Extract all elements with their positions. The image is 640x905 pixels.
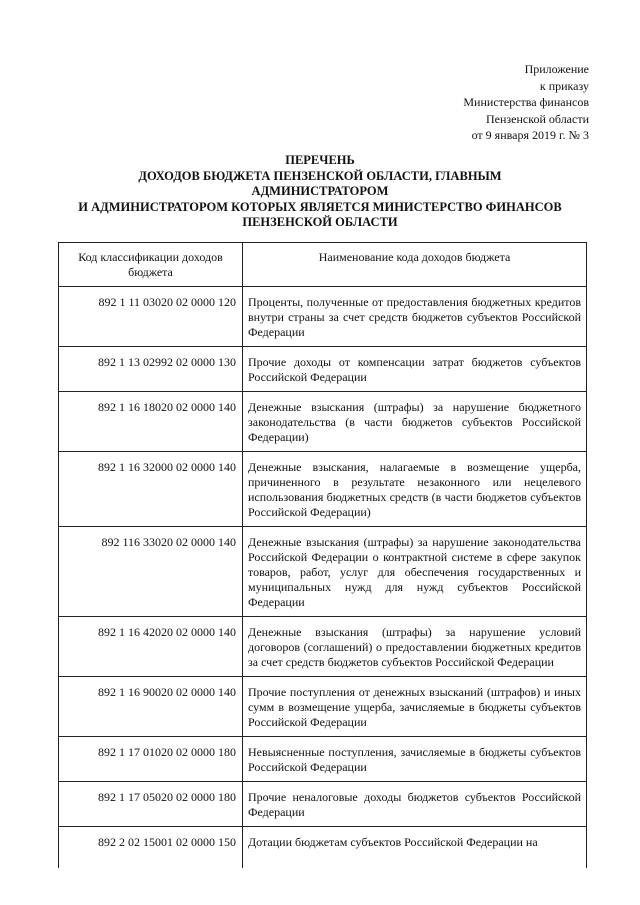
appendix-line: Пензенской области bbox=[486, 111, 589, 126]
appendix-line: к приказу bbox=[539, 78, 589, 93]
table-row bbox=[59, 782, 587, 827]
table-header-row bbox=[59, 243, 587, 287]
appendix-line: Приложение bbox=[524, 62, 589, 76]
code-cell: 892 1 16 32000 02 0000 140 bbox=[59, 452, 243, 527]
header-name: Наименование кода доходов бюджета bbox=[243, 243, 587, 287]
title-line: ДОХОДОВ БЮДЖЕТА ПЕНЗЕНСКОЙ ОБЛАСТИ, ГЛАВНЫМ bbox=[138, 168, 502, 183]
name-cell: Проценты, полученные от предоставления бюджетных кредитов внутри страны за счет средств бюджетов субъектов Российской Федерации bbox=[243, 287, 587, 347]
code-cell: 892 116 33020 02 0000 140 bbox=[59, 527, 243, 617]
table-row bbox=[59, 677, 587, 737]
table-row bbox=[59, 287, 587, 347]
code-cell: 892 1 13 02992 02 0000 130 bbox=[59, 347, 243, 392]
income-codes-table bbox=[58, 242, 587, 868]
name-cell: Дотации бюджетам субъектов Российской Федерации на bbox=[243, 827, 587, 869]
table-row bbox=[59, 527, 587, 617]
code-cell: 892 1 16 18020 02 0000 140 bbox=[59, 392, 243, 452]
table-row bbox=[59, 617, 587, 677]
code-cell: 892 1 11 03020 02 0000 120 bbox=[59, 287, 243, 347]
name-cell: Денежные взыскания (штрафы) за нарушение законодательства Российской Федерации о контрактной системе в сфере закупок товаров, работ, услуг для обеспечения государственных и муниципальных нужд для нужд субъектов Российской Федерации bbox=[243, 527, 587, 617]
title-line: АДМИНИСТРАТОРОМ bbox=[251, 184, 389, 198]
code-cell: 892 2 02 15001 02 0000 150 bbox=[59, 827, 243, 869]
title-line: ПЕРЕЧЕНЬ bbox=[285, 153, 355, 167]
code-cell: 892 1 17 01020 02 0000 180 bbox=[59, 737, 243, 782]
appendix-line: Министерства финансов bbox=[463, 95, 589, 109]
title-line: И АДМИНИСТРАТОРОМ КОТОРЫХ ЯВЛЯЕТСЯ МИНИСТЕРСТВО ФИНАНСОВ bbox=[78, 199, 562, 214]
name-cell: Невыясненные поступления, зачисляемые в бюджеты субъектов Российской Федерации bbox=[243, 737, 587, 782]
table-row bbox=[59, 347, 587, 392]
name-cell: Прочие доходы от компенсации затрат бюджетов субъектов Российской Федерации bbox=[243, 347, 587, 392]
name-cell: Денежные взыскания (штрафы) за нарушение условий договоров (соглашений) о предоставлении бюджетных кредитов за счет средств бюджетов субъектов Российской Федерации bbox=[243, 617, 587, 677]
name-cell: Денежные взыскания (штрафы) за нарушение бюджетного законодательства (в части бюджетов субъектов Российской Федерации) bbox=[243, 392, 587, 452]
name-cell: Прочие неналоговые доходы бюджетов субъектов Российской Федерации bbox=[243, 782, 587, 827]
code-cell: 892 1 16 42020 02 0000 140 bbox=[59, 617, 243, 677]
appendix-line: от 9 января 2019 г. № 3 bbox=[471, 128, 589, 142]
document-title bbox=[40, 153, 600, 231]
header-code: Код классификации доходов бюджета bbox=[59, 243, 243, 287]
table-row bbox=[59, 452, 587, 527]
appendix-block bbox=[349, 61, 589, 144]
title-line: ПЕНЗЕНСКОЙ ОБЛАСТИ bbox=[242, 215, 398, 229]
name-cell: Прочие поступления от денежных взысканий (штрафов) и иных сумм в возмещение ущерба, зачисляемые в бюджеты субъектов Российской Федерации bbox=[243, 677, 587, 737]
table-row bbox=[59, 737, 587, 782]
code-cell: 892 1 17 05020 02 0000 180 bbox=[59, 782, 243, 827]
table-row bbox=[59, 827, 587, 869]
table-row bbox=[59, 392, 587, 452]
name-cell: Денежные взыскания, налагаемые в возмещение ущерба, причиненного в результате незаконного или нецелевого использования бюджетных средств (в части бюджетов субъектов Российской Федерации) bbox=[243, 452, 587, 527]
code-cell: 892 1 16 90020 02 0000 140 bbox=[59, 677, 243, 737]
